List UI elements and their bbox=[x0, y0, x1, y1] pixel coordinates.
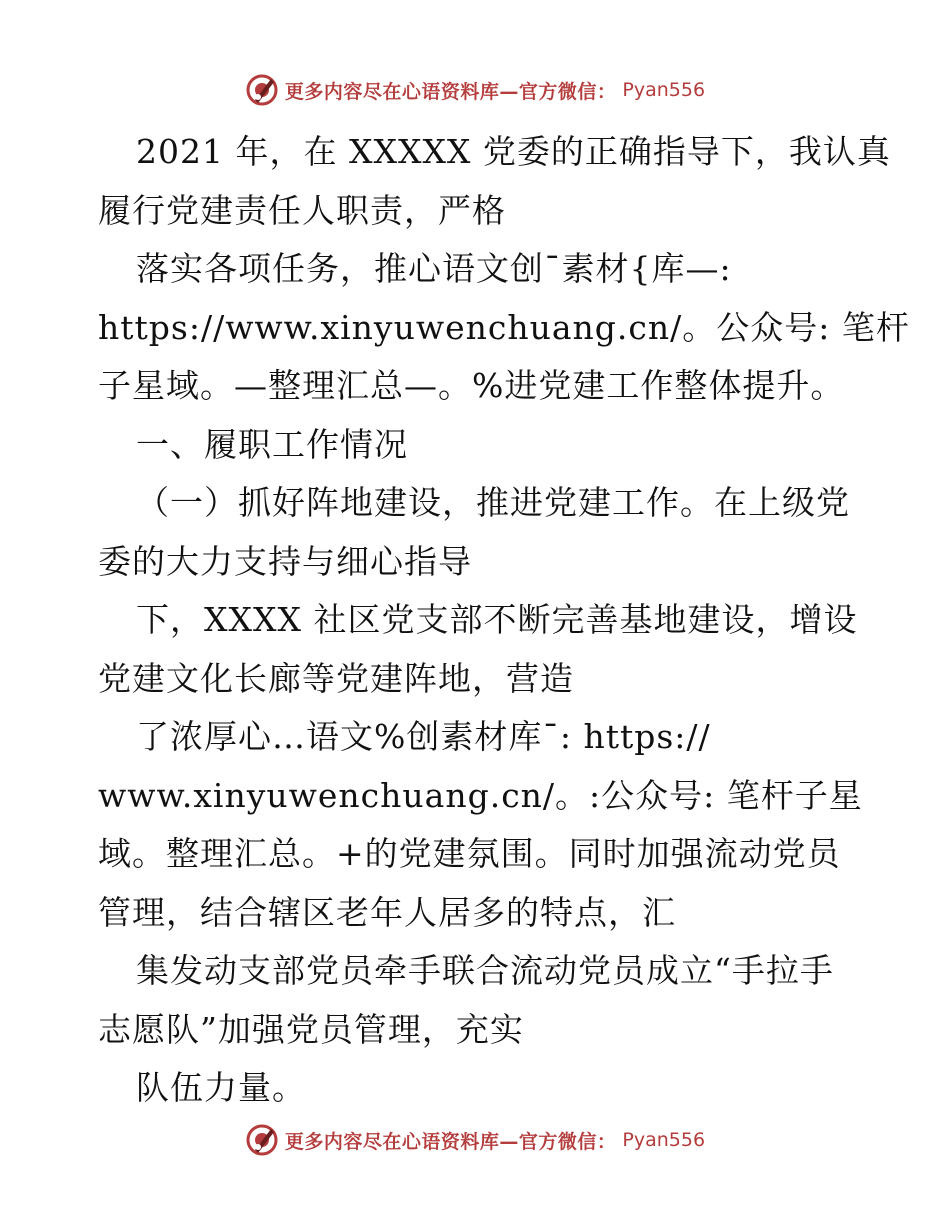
body-line: 下，XXXX 社区党支部不断完善基地建设，增设 bbox=[136, 600, 858, 639]
body-line: 2021 年，在 XXXXX 党委的正确指导下，我认真 bbox=[136, 132, 891, 171]
watermark-text: 更多内容尽在心语资料库—官方微信： bbox=[284, 1130, 617, 1153]
header-watermark bbox=[0, 70, 950, 110]
body-line: www.xinyuwenchuang.cn/。:公众号: 笔杆子星 bbox=[98, 775, 863, 815]
watermark-text: 更多内容尽在心语资料库—官方微信： bbox=[284, 80, 617, 103]
body-line: 子星域。—整理汇总—。%进党建工作整体提升。 bbox=[98, 366, 845, 405]
body-line: 志愿队”加强党员管理，充实 bbox=[98, 1009, 524, 1049]
document-body bbox=[98, 123, 910, 1118]
body-line: 集发动支部党员牵手联合流动党员成立“手拉手 bbox=[136, 951, 834, 990]
body-line: 落实各项任务，推心语文创¯素材{库—: bbox=[136, 249, 732, 288]
red-pen-logo-icon bbox=[245, 1123, 279, 1157]
footer-watermark bbox=[0, 1120, 950, 1160]
body-line: https://www.xinyuwenchuang.cn/。公众号: 笔杆 bbox=[98, 307, 910, 347]
body-line: 委的大力支持与细心指导 bbox=[98, 541, 472, 581]
body-line: （一）抓好阵地建设，推进党建工作。在上级党 bbox=[136, 483, 850, 522]
body-line: 队伍力量。 bbox=[136, 1068, 306, 1107]
section-heading: 一、履职工作情况 bbox=[136, 424, 408, 464]
red-pen-logo-icon bbox=[245, 73, 279, 107]
body-line: 了浓厚心…语文%创素材库¯: https:// bbox=[136, 717, 711, 756]
body-line: 履行党建责任人职责，严格 bbox=[98, 190, 506, 230]
watermark-contact: Pyan556 bbox=[622, 79, 706, 101]
body-line: 域。整理汇总。+的党建氛围。同时加强流动党员 bbox=[98, 834, 841, 873]
watermark-contact: Pyan556 bbox=[622, 1129, 706, 1151]
body-line: 管理，结合辖区老年人居多的特点，汇 bbox=[98, 892, 676, 932]
body-line: 党建文化长廊等党建阵地，营造 bbox=[98, 658, 574, 698]
